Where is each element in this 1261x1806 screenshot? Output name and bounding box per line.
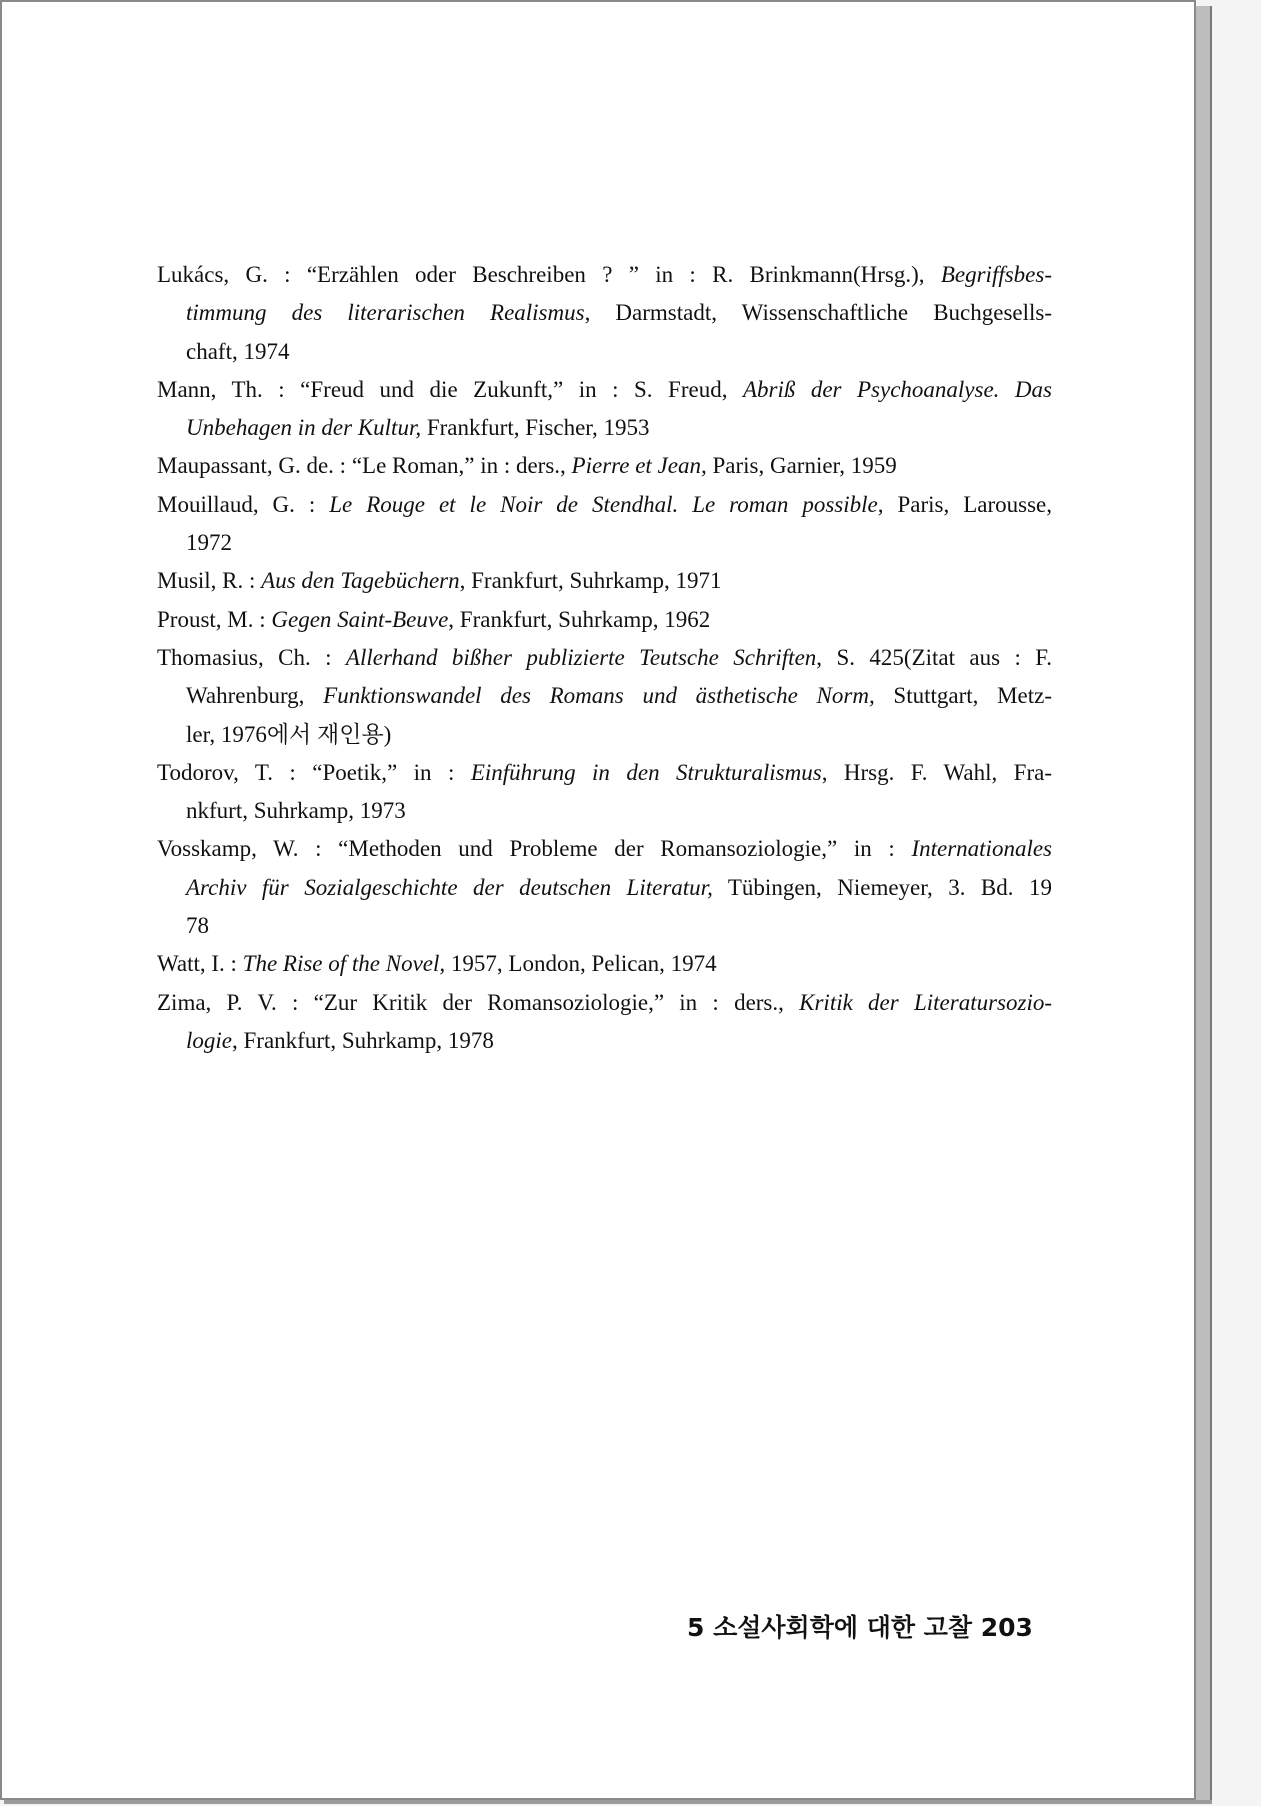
- citation-text: 78: [186, 913, 209, 939]
- citation-text: Proust, M. :: [157, 606, 272, 632]
- citation-text: Tübingen, Niemeyer, 3. Bd. 19: [712, 874, 1052, 900]
- entry-line: [157, 907, 1052, 945]
- citation-text: Todorov, T. : “Poetik,” in :: [157, 759, 471, 785]
- citation-text: Frankfurt, Fischer, 1953: [421, 415, 650, 441]
- bibliography-entry: [157, 562, 1052, 600]
- bibliography-entry: [157, 447, 1052, 485]
- title-italic: Funktionswandel des Romans und ästhetische Norm,: [323, 683, 875, 709]
- citation-text: Stuttgart, Metz-: [874, 683, 1052, 709]
- citation-text: Lukács, G. : “Erzählen oder Beschreiben ? ” in : R. Brinkmann(Hrsg.),: [157, 262, 941, 287]
- bibliography-entry: [157, 601, 1052, 639]
- entry-line: [157, 716, 1052, 754]
- citation-text: Watt, I. :: [157, 951, 243, 977]
- title-italic: Begriffsbes-: [940, 262, 1052, 287]
- citation-text: ler, 1976에서 재인용): [186, 721, 392, 747]
- entry-line: [157, 945, 1052, 983]
- entry-line: [157, 601, 1052, 639]
- citation-text: Wahrenburg,: [186, 683, 324, 709]
- entry-line: [157, 333, 1052, 371]
- citation-text: 1972: [186, 530, 232, 556]
- entry-line: [157, 447, 1052, 485]
- citation-text: Zima, P. V. : “Zur Kritik der Romansoziologie,” in : ders.,: [157, 989, 800, 1015]
- entry-line: [157, 256, 1052, 294]
- citation-text: nkfurt, Suhrkamp, 1973: [186, 798, 406, 824]
- citation-text: , Hrsg. F. Wahl, Fra-: [821, 759, 1052, 785]
- entry-line: [157, 486, 1052, 524]
- bibliography-entry: [157, 754, 1052, 831]
- title-italic: Aus den Tagebüchern: [261, 568, 460, 594]
- entry-line: [157, 371, 1052, 409]
- title-italic: Pierre et Jean,: [571, 453, 707, 479]
- citation-text: Paris, Garnier, 1959: [706, 453, 897, 479]
- citation-text: chaft, 1974: [186, 338, 290, 364]
- citation-text: 1957, London, Pelican, 1974: [445, 951, 717, 977]
- running-footer: 5 소설사회학에 대한 고찰 203: [687, 1613, 1033, 1642]
- title-italic: Gegen Saint-Beuve: [271, 606, 449, 632]
- citation-text: Mouillaud, G. :: [157, 491, 330, 517]
- citation-text: Maupassant, G. de. : “Le Roman,” in : ders.,: [157, 453, 572, 479]
- citation-text: Thomasius, Ch. :: [157, 644, 346, 670]
- title-italic: Einführung in den Strukturalismus: [470, 759, 822, 785]
- title-italic: Internationales: [911, 836, 1052, 862]
- bibliography-entry: [157, 639, 1052, 754]
- title-italic: Kritik der Literatursozio-: [799, 989, 1052, 1015]
- title-italic: Abriß der Psychoanalyse. Das: [742, 376, 1052, 402]
- title-italic: Unbehagen in der Kultur,: [186, 415, 422, 441]
- citation-text: Musil, R. :: [157, 568, 262, 594]
- entry-line: [157, 562, 1052, 600]
- entry-line: [157, 792, 1052, 830]
- entry-line: [157, 677, 1052, 715]
- entry-line: [157, 639, 1052, 677]
- citation-text: Vosskamp, W. : “Methoden und Probleme der Romansoziologie,” in :: [157, 836, 912, 862]
- citation-text: , Paris, Larousse,: [877, 491, 1052, 517]
- entry-line: [157, 830, 1052, 868]
- entry-line: [157, 869, 1052, 907]
- title-italic: Allerhand bißher publizierte Teutsche Schriften: [345, 644, 817, 670]
- entry-line: [157, 1022, 1052, 1060]
- citation-text: , Frankfurt, Suhrkamp, 1978: [232, 1027, 494, 1053]
- bibliography-list: [157, 256, 1052, 1060]
- title-italic: logie: [186, 1027, 232, 1053]
- entry-line: [157, 524, 1052, 562]
- entry-line: [157, 984, 1052, 1022]
- citation-text: Mann, Th. : “Freud und die Zukunft,” in : S. Freud,: [157, 376, 743, 402]
- bibliography-entry: [157, 984, 1052, 1061]
- bibliography-entry: [157, 256, 1052, 371]
- entry-line: [157, 754, 1052, 792]
- page-shadow-right: [1196, 6, 1212, 1802]
- citation-text: , Frankfurt, Suhrkamp, 1971: [459, 568, 722, 594]
- bibliography-entry: [157, 371, 1052, 448]
- entry-line: [157, 294, 1052, 332]
- page-shadow-bottom: [4, 1800, 1212, 1804]
- bibliography-entry: [157, 830, 1052, 945]
- title-italic: Le Rouge et le Noir de Stendhal. Le roman possible: [329, 491, 878, 517]
- bibliography-entry: [157, 945, 1052, 983]
- bibliography-entry: [157, 486, 1052, 563]
- title-italic: The Rise of the Novel,: [242, 951, 446, 977]
- entry-line: [157, 409, 1052, 447]
- citation-text: , S. 425(Zitat aus : F.: [816, 644, 1052, 670]
- citation-text: , Darmstadt, Wissenschaftliche Buchgesells-: [584, 300, 1052, 326]
- title-italic: Archiv für Sozialgeschichte der deutschen Literatur,: [186, 874, 713, 900]
- title-italic: timmung des literarischen Realismus: [186, 300, 585, 326]
- citation-text: , Frankfurt, Suhrkamp, 1962: [448, 606, 711, 632]
